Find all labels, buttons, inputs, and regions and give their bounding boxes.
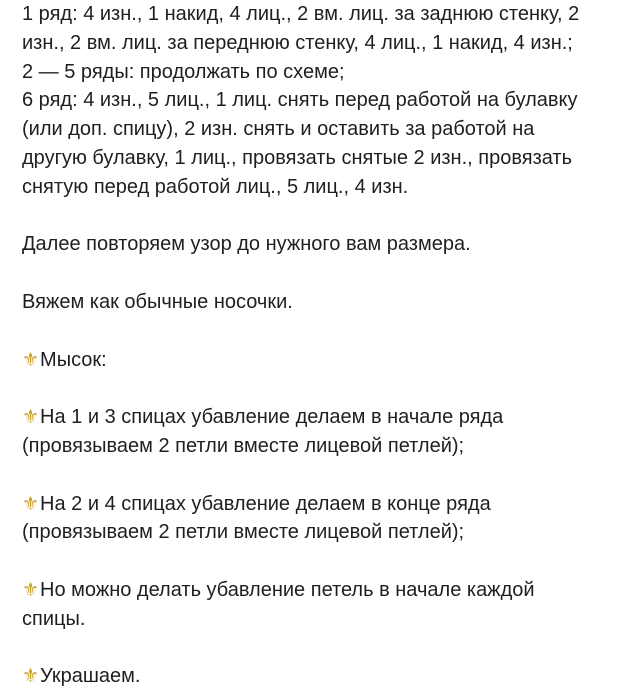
- repeat-paragraph: Далее повторяем узор до нужного вам размера.: [22, 233, 471, 256]
- spacer: [22, 259, 631, 288]
- decrease-1-3-line-1: [22, 403, 631, 432]
- decrease-2-4-line-2: (провязываем 2 петли вместе лицевой петлей);: [22, 521, 465, 544]
- pattern-line-6: другую булавку, 1 лиц., провязать снятые 2 изн., провязать: [22, 146, 573, 169]
- toe-heading: [22, 346, 631, 375]
- pattern-line-4: 6 ряд: 4 изн., 5 лиц., 1 лиц. снять перед работой на булавку: [22, 89, 578, 112]
- spacer: [22, 374, 631, 403]
- spacer: [22, 461, 631, 490]
- spacer: [22, 547, 631, 576]
- decrease-1-3-line-2: (провязываем 2 петли вместе лицевой петлей);: [22, 434, 465, 457]
- spacer: [22, 202, 631, 231]
- decrease-2-4-text-1: На 2 и 4 спицах убавление делаем в конце ряда: [40, 492, 491, 515]
- alt-decrease-paragraph: [22, 576, 631, 634]
- decrease-1-3-text-1: На 1 и 3 спицах убавление делаем в начале ряда: [40, 406, 504, 429]
- spacer: [22, 634, 631, 663]
- knit-paragraph: Вяжем как обычные носочки.: [22, 290, 293, 313]
- alt-decrease-line-1: [22, 576, 631, 605]
- pattern-block: [22, 0, 631, 202]
- spacer: [22, 317, 631, 346]
- decorate-paragraph: [22, 662, 631, 691]
- pattern-line-3: 2 — 5 ряды: продолжать по схеме;: [22, 60, 345, 83]
- pattern-line-7: снятую перед работой лиц., 5 лиц., 4 изн.: [22, 175, 409, 198]
- pattern-line-2: изн., 2 вм. лиц. за переднюю стенку, 4 лиц., 1 накид, 4 изн.;: [22, 31, 573, 54]
- decrease-2-4-line-1: [22, 490, 631, 519]
- fleur-de-lis-icon: ⚜: [22, 578, 40, 601]
- toe-heading-text: Мысок:: [40, 348, 107, 371]
- fleur-de-lis-icon: ⚜: [22, 348, 40, 371]
- fleur-de-lis-icon: ⚜: [22, 406, 40, 429]
- pattern-line-5: (или доп. спицу), 2 изн. снять и оставить за работой на: [22, 118, 535, 141]
- decorate-text: Украшаем.: [40, 665, 141, 688]
- fleur-de-lis-icon: ⚜: [22, 665, 40, 688]
- fleur-de-lis-icon: ⚜: [22, 492, 40, 515]
- decrease-2-4-paragraph: [22, 490, 631, 548]
- pattern-line-1: 1 ряд: 4 изн., 1 накид, 4 лиц., 2 вм. лиц. за заднюю стенку, 2: [22, 3, 580, 25]
- alt-decrease-line-2: спицы.: [22, 607, 86, 630]
- alt-decrease-text-1: Но можно делать убавление петель в начале каждой: [40, 578, 535, 601]
- decrease-1-3-paragraph: [22, 403, 631, 461]
